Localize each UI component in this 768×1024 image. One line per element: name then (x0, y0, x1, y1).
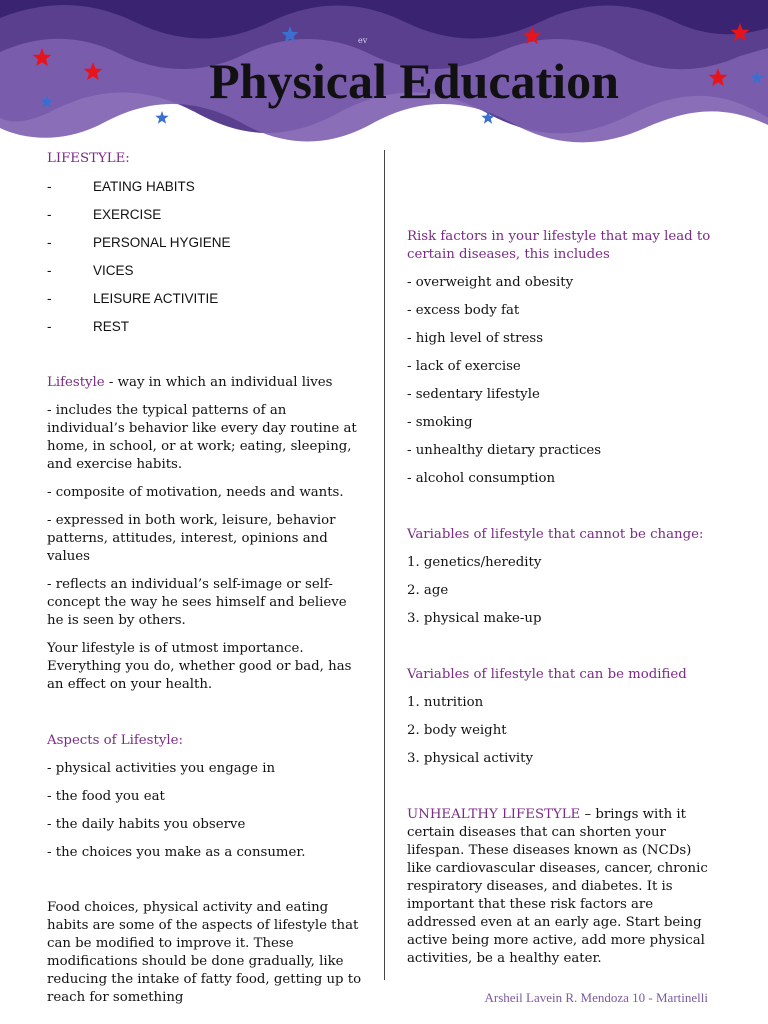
aspects-heading: Aspects of Lifestyle: (47, 733, 183, 748)
page-title: Physical Education (209, 53, 619, 109)
cannot-change-item: 1. genetics/heredity (407, 555, 542, 570)
can-modify-item: 2. body weight (407, 723, 507, 738)
risk-item: - smoking (407, 415, 473, 430)
food-choices-paragraph: Food choices, physical activity and eating habits are some of the aspects of lifestyle that can be modified to improve it. These modifications should be done gradually, like reducing the intake of fatty food, getting up to reach for something (47, 900, 362, 1005)
risk-heading: Risk factors in your lifestyle that may lead to certain diseases, this includes (407, 229, 711, 262)
banner-small-mark: ev (358, 36, 368, 45)
aspect-item: - physical activities you engage in (47, 761, 276, 776)
lifestyle-item (47, 290, 365, 308)
lifestyle-item (47, 318, 365, 336)
risk-item: - alcohol consumption (407, 471, 556, 486)
right-column (407, 228, 715, 968)
author-footer: Arsheil Lavein R. Mendoza 10 - Martinelli (484, 990, 708, 1005)
aspect-item: - the choices you make as a consumer. (47, 845, 306, 860)
can-modify-item: 1. nutrition (407, 695, 484, 710)
lifestyle-item (47, 178, 365, 196)
unhealthy-term: UNHEALTHY LIFESTYLE (407, 807, 581, 822)
unhealthy-lifestyle-paragraph (407, 806, 715, 968)
dash: - (47, 319, 52, 334)
aspect-item: - the daily habits you observe (47, 817, 246, 832)
definition-point: - reflects an individual’s self-image or self-concept the way he sees himself and believe he is seen by others. (47, 577, 347, 628)
risk-item: - sedentary lifestyle (407, 387, 540, 402)
lifestyle-definition (47, 374, 365, 392)
risk-item: - lack of exercise (407, 359, 521, 374)
can-modify-heading: Variables of lifestyle that can be modified (407, 667, 687, 682)
definition-point: - includes the typical patterns of an individual’s behavior like every day routine at home, in school, or at work; eating, sleeping, and exercise habits. (47, 403, 357, 472)
lifestyle-item (47, 262, 365, 280)
left-column (47, 150, 365, 1007)
importance-paragraph: Your lifestyle is of utmost importance. Everything you do, whether good or bad, has an effect on your health. (47, 641, 352, 692)
lifestyle-item-text: LEISURE ACTIVITIE (93, 291, 219, 306)
lifestyle-item-text: VICES (93, 263, 134, 278)
lifestyle-item (47, 206, 365, 224)
dash: - (47, 207, 52, 222)
lifestyle-item (47, 234, 365, 252)
unhealthy-text: – brings with it certain diseases that can shorten your lifespan. These diseases known as (NCDs) like cardiovascular diseases, cancer, chronic respiratory diseases, and diabetes. It is important that these risk factors are addressed even at an early age. Start being active being more active, add more physical activities, be a healthy eater. (407, 807, 708, 966)
dash: - (47, 179, 52, 194)
cannot-change-item: 2. age (407, 583, 449, 598)
cannot-change-heading: Variables of lifestyle that cannot be change: (407, 527, 704, 542)
cannot-change-item: 3. physical make-up (407, 611, 542, 626)
lifestyle-heading: LIFESTYLE: (47, 151, 130, 166)
risk-item: - high level of stress (407, 331, 544, 346)
definition-point: - expressed in both work, leisure, behavior patterns, attitudes, interest, opinions and values (47, 513, 336, 564)
definition-point: - composite of motivation, needs and wants. (47, 485, 344, 500)
lifestyle-item-text: PERSONAL HYGIENE (93, 235, 231, 250)
column-divider (384, 150, 385, 980)
lifestyle-list (47, 178, 365, 336)
lifestyle-item-text: EXERCISE (93, 207, 162, 222)
star-icon (155, 111, 168, 124)
definition-term: Lifestyle (47, 375, 105, 390)
dash: - (47, 263, 52, 278)
aspect-item: - the food you eat (47, 789, 165, 804)
can-modify-item: 3. physical activity (407, 751, 534, 766)
lifestyle-item-text: EATING HABITS (93, 179, 195, 194)
dash: - (47, 235, 52, 250)
risk-item: - unhealthy dietary practices (407, 443, 602, 458)
risk-item: - excess body fat (407, 303, 520, 318)
lifestyle-item-text: REST (93, 319, 130, 334)
definition-text: - way in which an individual lives (104, 375, 333, 390)
dash: - (47, 291, 52, 306)
risk-item: - overweight and obesity (407, 275, 574, 290)
